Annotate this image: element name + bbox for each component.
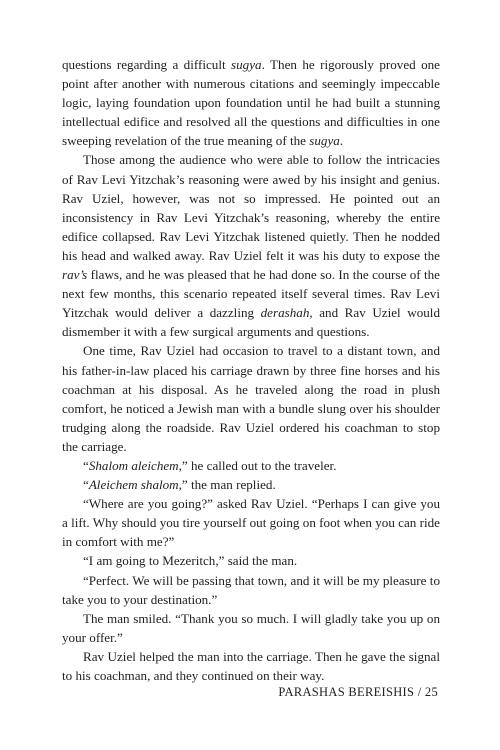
text-run: The man smiled. “Thank you so much. I will gladly take you up on your offer.”: [62, 610, 440, 645]
text-run: , and Rav Uziel would dismember it with a few surgical arguments and questions.: [62, 305, 440, 340]
italic-run: Aleichem shalom: [88, 477, 179, 493]
paragraph: [62, 456, 440, 475]
paragraph: [62, 609, 440, 647]
text-run: .: [339, 133, 344, 149]
paragraph: [62, 475, 440, 494]
paragraph: [62, 494, 440, 551]
text-run: Those among the audience who were able to follow the intricacies of Rav Levi Yitzchak’s reasoning were awed by his insight and genius. Rav Uziel, however, was not so impressed. He pointed out an inconsistency in Rav Levi Yitzchak’s reasoning, whereby the entire edifice collapsed. Rav Levi Yitzchak listened quietly. Then he nodded his head and walked away. Rav Uziel felt it was his duty to expose the: [62, 152, 440, 263]
paragraph: [62, 551, 440, 570]
paragraph: [62, 55, 440, 150]
italic-run: sugya: [231, 57, 262, 72]
text-run: “I am going to Mezeritch,” said the man.: [83, 553, 298, 569]
italic-run: Shalom aleichem: [88, 457, 179, 473]
paragraph: [62, 571, 440, 609]
paragraph: [62, 150, 440, 341]
text-run: Rav Uziel helped the man into the carriage. Then he gave the signal to his coachman, and they continued on their way.: [62, 648, 440, 683]
page-body: [62, 55, 440, 685]
text-run: “: [83, 457, 89, 473]
text-run: “Perfect. We will be passing that town, and it will be my pleasure to take you to your destination.”: [62, 572, 440, 607]
italic-run: sugya: [309, 133, 340, 149]
text-run: ,” he called out to the traveler.: [178, 457, 337, 473]
paragraph: [62, 647, 440, 685]
text-run: ,” the man replied.: [178, 477, 276, 493]
running-footer: PARASHAS BEREISHIS / 25: [278, 685, 438, 699]
text-run: . Then he rigorously proved one point after another with numerous citations and seemingly impeccable logic, laying foundation upon foundation until he had built a stunning intellectual edifice and resolved all the questions and difficulties in one sweeping revelation of the true meaning of the: [62, 57, 440, 149]
text-run: One time, Rav Uziel had occasion to travel to a distant town, and his father-in-law placed his carriage drawn by three fine horses and his coachman at his disposal. As he traveled along the road in plush comfort, he noticed a Jewish man with a bundle slung over his shoulder trudging along the roadside. Rav Uziel ordered his coachman to stop the carriage.: [62, 343, 440, 454]
paragraph: [62, 341, 440, 456]
italic-run: derashah: [260, 305, 310, 321]
text-run: flaws, and he was pleased that he had done so. In the course of the next few months, this scenario repeated itself several times. Rav Levi Yitzchak would deliver a dazzling: [62, 267, 440, 321]
italic-run: rav’s: [62, 267, 88, 283]
text-run: questions regarding a difficult: [62, 57, 232, 72]
text-run: “: [83, 477, 89, 493]
text-run: “Where are you going?” asked Rav Uziel. “Perhaps I can give you a lift. Why should you tire yourself out going on foot when you can ride in comfort with me?”: [62, 496, 440, 550]
